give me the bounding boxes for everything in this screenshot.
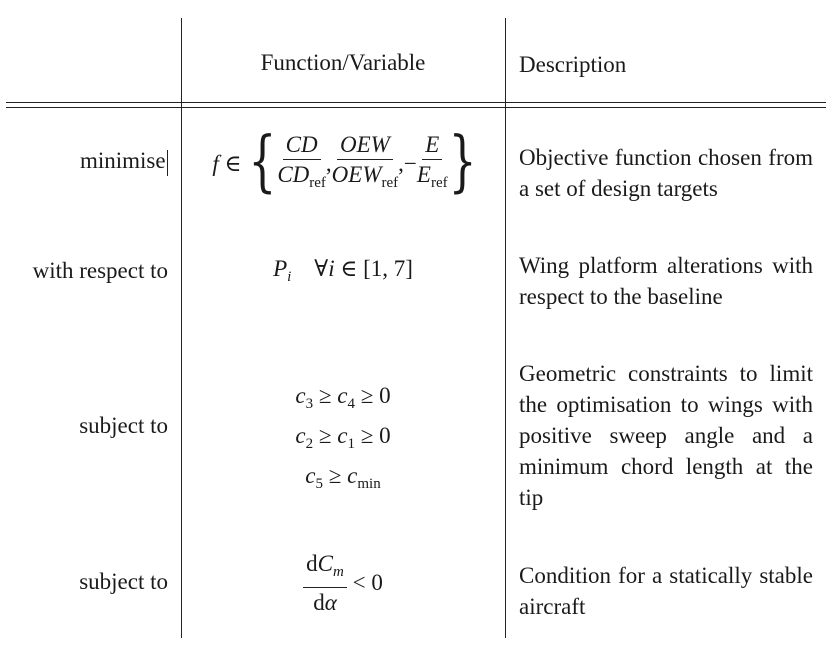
description-stability: Condition for a statically stable aircraft bbox=[519, 563, 813, 619]
header-rule-top bbox=[6, 102, 826, 103]
constraint-c3-c4: $c_3 \ge c_4 \ge 0$ bbox=[295, 383, 391, 412]
design-variables-formula: $P_i$ ∀i ∈ [1, 7] bbox=[273, 256, 413, 285]
fraction-dcm-dalpha: $\frac{dC_m}{d\alpha}$ bbox=[303, 550, 347, 616]
row-label-with-respect-to: with respect to bbox=[32, 258, 168, 283]
header-description: Description bbox=[519, 52, 627, 77]
column-divider-left bbox=[181, 18, 182, 638]
constraint-c2-c1: $c_2 \ge c_1 \ge 0$ bbox=[295, 423, 391, 452]
text-cursor bbox=[167, 150, 168, 176]
header-rule-bottom bbox=[6, 107, 826, 108]
column-divider-right bbox=[505, 18, 506, 638]
fraction-e: $\frac{E}{E_{ref}}$ bbox=[416, 132, 448, 191]
description-objective: Objective function chosen from a set of design targets bbox=[519, 145, 813, 201]
constraint-c5-cmin: $c_5 \ge c_{min}$ bbox=[305, 463, 381, 492]
header-function-variable: Function/Variable bbox=[260, 50, 426, 75]
description-design-variables: Wing platform alterations with respect to the baseline bbox=[519, 253, 813, 309]
objective-function-formula: f ∈ { $\frac{CD}{CD_{ref}}$ , $\frac{\text{OEW}}{OEW_{ref}}$ , − $\frac{E}{E_{ref}}$ } bbox=[212, 122, 477, 200]
fraction-oew: $\frac{\text{OEW}}{OEW_{ref}}$ bbox=[331, 132, 399, 191]
geometric-constraints-formula bbox=[181, 380, 505, 500]
description-geometric-constraints: Geometric constraints to limit the optimisation to wings with positive sweep angle and a minimum chord length at the tip bbox=[519, 361, 813, 510]
stability-condition-formula: $\frac{dC_m}{d\alpha}$ < 0 bbox=[181, 551, 505, 615]
row-label-text: minimise bbox=[79, 148, 166, 173]
fraction-cd: $\frac{CD}{CD_{ref}}$ bbox=[277, 132, 326, 191]
row-label-minimise bbox=[80, 148, 168, 176]
row-label-subject-to-geometric: subject to bbox=[79, 413, 168, 438]
row-label-subject-to-stability: subject to bbox=[79, 569, 168, 594]
